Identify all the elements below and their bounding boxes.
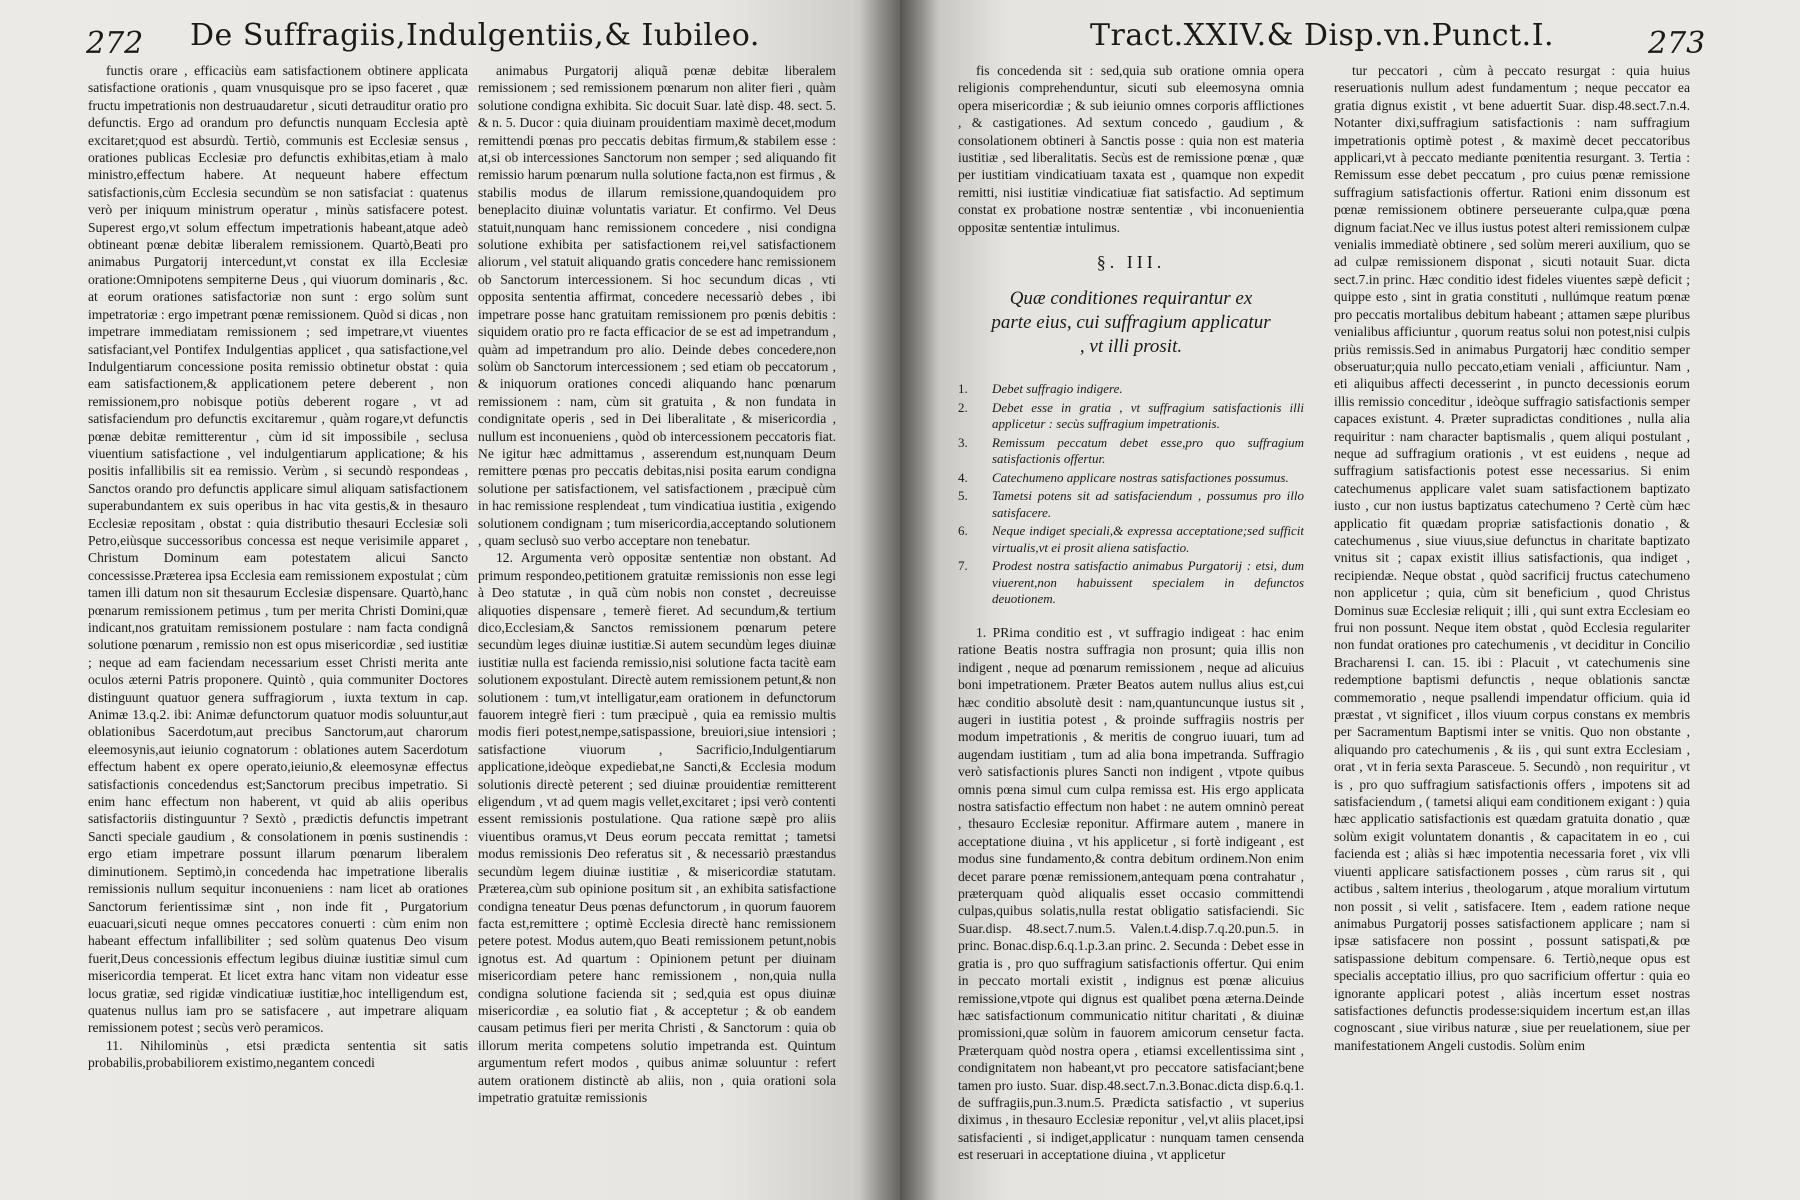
summary-item: 5. Tametsi potens sit ad satisfaciendum , possumus pro illo satisfacere. <box>958 488 1304 520</box>
text-column-2 <box>1334 62 1690 1190</box>
summary-item: 7. Prodest nostra satisfactio animabus Purgatorij : etsi, dum viuerent,non habuissent specialem in defunctos deuotionem. <box>958 558 1304 607</box>
section-title: Quæ conditiones requirantur ex parte eius, cui suffragium applicatur , vt illi prosit. <box>991 288 1271 358</box>
paragraph: animabus Purgatorij aliquã pœnæ debitæ liberalem remissionem ; sed remissionem pœnarum non aliter fieri , quàm solutione condigna exhibita. Sic docuit Suar. latè disp. 48. sect. 5. & n. 5. Ducor : quia diuinam prouidentiam maximè decet,modum remittendi pœnas pro peccatis debitas firmum,& stabilem esse : at,si ob intercessiones Sanctorum non semper ; sed aliquando fit remissio harum pœnarum nulla solutione facta,non est firmus , & stabilis modus de illarum remissione,quandoquidem pro beneplacito diuinæ voluntatis variatur. Et confirmo. Vel Deus statuit,nunquam hanc remissionem concedere , nisi condigna solutione exhibita per satisfactionem rei,vel satisfactionem aliorum , vel statuit aliquando gratis concedere hanc remissionem ob Sanctorum intercessionem. Si hoc secundum dicas , vti opposita sententia affirmat, concedere necessariò debes , ibi impetrare posse hanc gratuitam remissionem pro pœnis debitis : siquidem oratio pro re facta efficacior de se est ad impetrandum , quàm ad impetrandum pro alio. Deinde debes concedere,non solùm ob Sanctorum intercessionem ; sed etiam ob peccatorum , & iniquorum orationes concedi aliquando hanc pœnarum remissionem : nam, cùm sit gratuita , & non fundata in condignitate operis , sed in Dei liberalitate , & misericordia , nullum est inconueniens , quòd ob intercessionem peccatoris fiat. Ne igitur hæc admittamus , asserendum est,nunquam Deum remittere pœnas pro peccatis debitas,nisi posita earum condigna solutione per satisfactionem, vel satisfactionem , præcipuè cùm in hac remissione resplendeat , tum vindicatiua iustitia , exigendo solutionem condignam ; tum misericordia,acceptando solutionem , quam seclusò suo verbo acceptare non tenebatur. <box>478 63 836 548</box>
summary-item: 2. Debet esse in gratia , vt suffragium satisfactionis illi applicetur : secùs suffragium impetrationis. <box>958 399 1304 432</box>
paragraph: fis concedenda sit : sed,quia sub oratione omnia opera religionis comprehenduntur, sicuti sub eleemosyna omnia opera misericordiæ ; & sub ieiunio omnes corporis afflictiones , & castigationes. Ad sextum concedo , gaudium , & consolationem obtineri à Sanctis posse : quia non est materia iustitiæ , sed liberalitatis. Secùs est de remissione pœnæ , quæ per iustitiam vindicatiuam taxata est , quamque non expedit remitti, nisi iustitiæ vindicatiuæ fiat satisfactio. Ad septimum constat ex probatione nostræ sententiæ , vbi inconuenientia oppositæ sententiæ intulimus. <box>958 63 1304 235</box>
gutter-shadow <box>900 0 940 1200</box>
summary-item: 6. Neque indiget speciali,& expressa acceptatione;sed sufficit virtualis,vt ei prosit aliena satisfactio. <box>958 523 1304 555</box>
summary-list <box>958 381 1304 608</box>
text-column-1 <box>88 62 468 1190</box>
paragraph: functis orare , efficaciùs eam satisfactionem obtinere applicata satisfactione orationis , quam vnusquisque pro se ipso faceret , quæ fructu impetrationis non destruaudaretur , sicuti detrauditur oratio pro defunctis. Ergo ad orandum pro defunctis nunquam Ecclesia aptè excitaret;quod est absurdù. Tertiò, communis est Ecclesiæ sensus , orationes publicas Ecclesiæ pro defunctis exhibitas,etiam à malo ministro,effectum habere. At nequeunt habere effectum satisfactionis,cùm Ecclesia secundùm se non satisfaciat : quatenus verò per iniquum ministrum operatur , minùs satisfacere potest. Superest ergo,vt solum effectum impetrationis habeant,atque adeò obtineant pœnæ debitæ liberalem remissionem. Quartò,Beati pro animabus Purgatorij intercedunt,vt constat ex illa Ecclesiæ oratione:Omnipotens sempiterne Deus , qui viuorum dominaris , &c. at eorum orationes satisfactoriæ non sunt : ergo solùm sunt impetratoriæ : ergo impetrant pœnæ remissionem. Quòd si dicas , non impetrare immediatam remissionem ; sed impetrare,vt viuentes satisfaciant,vel Pontifex Indulgentias applicet , qua satisfactione,vel Indulgentiarum concessione posita remissio obtinetur obstat : quia eam satisfactionem,& applicationem petere deberent , non remissionem,pro nobisque potiùs deberent rogare , vt ad satisfaciendum pro defunctis excitaremur , quàm rogare,vt defunctis pœnæ debitæ remitterentur , cùm id sit impossibile , seclusa viuentium satisfactione , vel indulgentiarum applicatione; & his positis infallibilis sit ea remissio. Verùm , si secundò respondeas , Sanctos orando pro defunctis applicare simul aliquam satisfactionem superabundantem ex suis operibus in hac vita gestis,& in thesauro Ecclesiæ repositam , obstat : quia distributio thesauri Ecclesiæ soli Petro,eiùsque successoribus concessa est neque verisimile apparet , Christum Dominum eam potestatem alicui Sancto concessisse.Præterea ipsa Ecclesia eam remissionem expostulat ; cùm tamen illi datum non sit thesaurum Ecclesiæ dispensare. Quartò,hanc pœnarum remissionem petimus , tum per merita Christi Domini,quæ indicant,nos gratuitam remissionem postulare : nam facta condignâ solutione pœnarum , remissio non est opus misericordiæ , sed iustitiæ ; neque ad eam faciendam necessarium esset Christi merita ante oculos æterni Patris proponere. Quintò , quia communiter Doctores distinguunt quatuor genera suffragiorum , iuxta textum in cap. Animæ 13.q.2. ibi: Animæ defunctorum quatuor modis soluuntur,aut oblationibus Sacerdotum,aut precibus Sanctorum,aut charorum eleemosynis,aut ieiunio cognatorum : oblationes autem Sacerdotum effectum habent ex opere operato,ieiunio,& eleemosynæ effectus satisfactionis concedendus est;Sanctorum precibus impetratio. Si enim hanc effectum non haberent, vt quid ab aliis operibus satisfactoriis distinguuntur ? Sextò , prædictis defunctis impetrant Sancti speciale gaudium , & consolationem in pœnis sustinendis : ergo etiam impetrare possunt illarum pœnarum liberalem diminutionem. Septimò,in concedenda hac impetratione liberalis remissionis nullum sequitur inconueniens : nam licet ab orationes Sanctorum ferientissimæ sint , non inde fit , Purgatorium euacuari,sicuti neque omnes peccatores conuerti : cùm enim non habeant effectum infallibiliter ; sed solùm quatenus Deo visum fuerit,Deus concessionis effectum legibus diuinæ iustitiæ simul cum misericordia temperat. Et licet extra hanc vitam non videatur esse locus gratiæ, sed rigidæ vindicatiuæ iustitiæ,hoc intelligendum est, quatenus nullus iam pro se satisfacere , aut impetrare aliquam remissionem potest ; secùs verò peramicos. <box>88 63 468 1036</box>
page-number: 272 <box>86 26 144 61</box>
paragraph: tur peccatori , cùm à peccato resurgat : quia huius reseruationis nullum adest fundamentum ; neque peccator ea gratia dignus existit , vt bene aduertit Suar. disp.48.sect.7.n.4. Notanter dixi,suffragium satisfactionis : nam suffragium impetrationis optimè potest , & maximè decet peccatoribus applicari,vt à peccato mediante pœnitentia resurgant. 3. Tertia : Remissum esse debet peccatum , pro cuius pœnæ remissione suffragium satisfactionis offertur. Rationi enim dissonum est pœnæ remissionem obtinere perseuerante culpa,quæ pœna dignum faciat.Nec ve illus iustus potest alteri remissionem culpæ venialis immediatè obtinere , sed solùm mereri auxilium, quo se ad culpæ remissionem disponat , sicuti notauit Suar. dicta sect.7.in princ. Hæc conditio idest fideles viuentes sæpè deficit ; quippe esto , sint in gratia constituti , nullúmque reatum pœnæ pro peccatis mortalibus debitum habeant ; attamen sæpe pluribus venialibus afficiuntur , quorum reatus solui non potest,nisi culpis priùs remissis.Sed in animabus Purgatorij hæc conditio semper obseruatur;quia nullo peccato,etiam veniali , afficiuntur. Nam , eti aliquibus affecti decesserint , in puncto decessionis eorum illis remissio conceditur , ideòque suffragio satisfactionis semper capaces existunt. 4. Præter supradictas conditiones , nulla alia requiritur : nam character baptismalis , quem aliqui postulant , neque ad suffragium orationis , vt est euidens , neque ad suffragium satisfactionis potest esse necessarius. Si enim catechumenus applicare valet suam satisfactionem baptizato iusto , cur non iustus baptizatus catechumeno ? Certè cùm hæc applicatio fit quædam propriæ satisfactionis donatio , & catechumenus , siue viuus,siue defunctus in charitate baptizato vnitus sit ; capax existit illius satisfactionis, qua indiget , recipiendæ. Neque obstat , quòd sacrificij fructus catechumeno non applicetur ; quia, cùm sit beneficium , quod Christus Dominus suæ Ecclesiæ reliquit ; illi , qui sunt extra Ecclesiam eo frui non possunt. Neque item obstat , quòd Ecclesia regulariter non fundat orationes pro catechumenis , vt deciditur in Concilio Bracharensi I. can. 15. ibi : Placuit , vt catechumenis sine redemptione baptismi defunctis , neque oblationis sanctæ commemoratio , neque psallendi impendatur officium. quia id præstat , vt significet , illos viuum corpus constans ex membris per Sacramentum Baptismi inter se vnitis. Quo non obstante , aliquando pro catechumenis , & iis , qui sunt extra Ecclesiam , orat , vt in feria sexta Parasceue. 5. Secundò , non requiritur , vt is , pro quo suffragium satisfactionis offers , impotens sit ad satisfaciendum , ( tametsi aliqui eam conditionem exigant : ) quia hæc applicatio satisfactionis est quædam gratuita donatio , quæ solùm exigit voluntatem donantis , & capacitatem in eo , cui facienda est ; aliàs si hæc impotentia necessaria foret , vix vlli viuenti applicare satisfactionem posses , cùm rarus sit , qui actibus , saltem interius , theologarum , atque moralium virtutum non possit , si velit , satisfacere. Item , eadem ratione neque animabus Purgatorij posses satisfactionem applicare ; nam si ipsæ satisfacere non possint , possunt satispati,& pœ satispassione debitum compensare. 6. Tertiò,neque opus est specialis acceptatio illius, pro quo sacrificium offertur : quia eo ignorante applicari potest , aliàs incertum esset nostras satisfactiones defunctis prodesse:siquidem incertum est,an illas cognoscant , siue viribus naturæ , siue per reuelationem, siue per manifestationem Angeli custodis. Solùm enim <box>1334 63 1690 1053</box>
summary-item: 4. Catechumeno applicare nostras satisfactiones possumus. <box>958 469 1289 485</box>
summary-item: 1. Debet suffragio indigere. <box>958 381 1123 397</box>
paragraph: 11. Nihilominùs , etsi prædicta sententia sit satis probabilis,probabiliorem existimo,negantem concedi <box>88 1037 468 1071</box>
page-number: 273 <box>1648 26 1706 61</box>
paragraph: 1. PRima conditio est , vt suffragio indigeat : hac enim ratione Beatis nostra suffragia non prosunt; quia illis non indigent , neque ad pœnarum remissionem , neque ad alicuius boni impetrationem. Præter Beatos autem nullus alius est,cui hæc conditio absolutè desit : nam,quantuncunque iustus sit , augeri in iustitia potest , & proinde suffragiis nostris per modum impetrationis , & meritis de congruo iuuari, tum ad augendam iustitiam , tum ad alia bona impetranda. Suffragio verò satisfactionis plures Sancti non indigent , vtpote quibus omnis pœna simul cum culpa remissa est. His ergo applicata nostra satisfactio effectum non habet : ne autem omninò pereat , thesauro Ecclesiæ reponitur. Affirmare autem , manere in acceptatione diuina , vt his applicetur , si fortè indigeant , est modus sine fundamento,& contra debitum ordinem.Non enim decet parare pœnæ remissionem,antequam pœna contrahatur , præterquam quòd aliqualis esset occasio committendi culpas,quibus solatis,nulla restat obligatio satisfaciendi. Sic Suar.disp. 48.sect.7.num.5. Valen.t.4.disp.7.q.20.pun.5. in princ. Bonac.disp.6.q.1.p.3.an princ. 2. Secunda : Debet esse in gratia is , pro quo suffragium satisfactionis offertur. Qui enim in peccato mortali existit , indignus est pœnæ alicuius remissione,vtpote qui dignus est qualibet pœna æterna.Deinde hæc satisfactionum communicatio nititur charitati , & diuinæ promissioni,quæ solùm in fauorem amicorum censetur facta. Præterquam quòd nostra opera , etiamsi excellentissima sint , condignitatem non habeant,vt pro peccatore satisfaciant;bene tamen pro iusto. Suar. disp.48.sect.7.n.3.Bonac.dicta disp.6.q.1. de suffragiis,pun.3.num.5. Prædicta satisfactio , vt superius diximus , in thesauro Ecclesiæ reponitur , vel,vt aliis placet,ipsi satisfacienti , si indiget,applicatur : nunquam tamen censenda est reseruari in acceptatione diuina , vt applicetur <box>958 624 1304 1163</box>
gutter-shadow <box>860 0 900 1200</box>
running-head: De Suffragiis,Indulgentiis,& Iubileo. <box>190 18 760 53</box>
text-column-1 <box>958 62 1304 1190</box>
summary-item: 3. Remissum peccatum debet esse,pro quo suffragium satisfactionis offertur. <box>958 434 1304 467</box>
running-head: Tract.XXIV.& Disp.vn.Punct.I. <box>1090 18 1555 53</box>
text-column-2 <box>478 62 836 1190</box>
paragraph: 12. Argumenta verò oppositæ sententiæ non obstant. Ad primum respondeo,petitionem gratuitæ remissionis non esse legi à Deo statutæ , in quã cùm nobis non constet , decreuisse aliquoties dispensare , temerè fieret. Ad secundum,& tertium dico,Ecclesiam,& Sanctos remissionem pœnarum petere secundùm leges diuinæ iustitiæ.Si autem secundùm leges diuinæ iustitiæ nulla est facienda remissio,nisi solutione facta tacitè eam solutionem expostulant. Directè autem remissionem petunt,& non solutionem : tum,vt intelligatur,eam orationem in defunctorum fauorem integrè fieri : tum præcipuè , quia ea remissio multis modis fieri potest,nempe,satispassione, breuiori,siue intensiori ; satisfactione viuorum , Sacrificio,Indulgentiarum applicatione,ideòque expediebat,ne Sancti,& Ecclesia modum solutionis directè peterent ; sed diuinæ prouidentiæ remitterent eligendum , vt ad quem magis vellet,excitaret ; ipsi verò contenti essent remissionis postulatione. Qua ratione sæpè pro aliis viuentibus oramus,vt Deus eorum peccata remittat ; tametsi modus remissionis Deo referatus sit , & necessariò præstandus secundùm legem diuinæ iustitiæ , & misericordiæ statutam. Præterea,cùm sub opinione positum sit , an exhibita satisfactione condigna teneatur Deus pœnas defunctorum , in quorum fauorem facta est,remittere ; optimè Ecclesia directè hanc remissionem petere potest. Modus autem,quo Beati remissionem petunt,nobis ignotus est. Ad quartum : Opinionem petunt per diuinam misericordiam petere hanc remissionem , non,quia nulla condigna solutione facienda sit ; sed,quia est opus diuinæ misericordiæ , ea solutio fiat , & acceptetur ; & ob eandem causam petimus fieri per merita Christi , & Sanctorum : quia ob illorum merita competens solutio impetranda est. Quintum argumentum refert modos , quibus animæ soluuntur : refert autem orationem distinctè ab aliis, non , quia orationi sola impetratio gratuitæ remissionis <box>478 550 836 1105</box>
section-heading: §. III. <box>1096 252 1166 273</box>
right-page <box>900 0 1800 1200</box>
